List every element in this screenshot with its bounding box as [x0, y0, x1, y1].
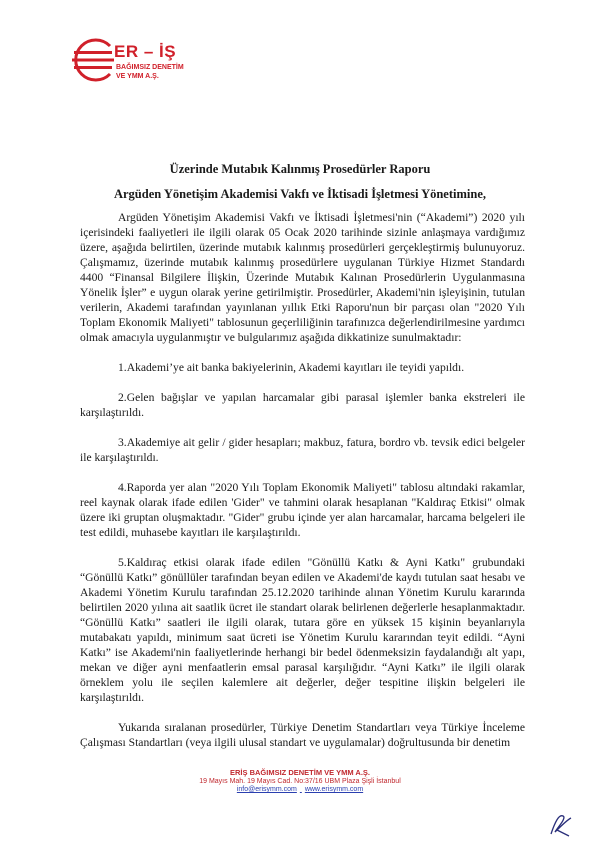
closing-paragraph: Yukarıda sıralanan prosedürler, Türkiye Denetim Standartları veya Türkiye İnceleme Çalışması Standartları (veya ilgili ulusal standart ve uygulamalar) doğrultusunda bir denetim [80, 721, 525, 749]
logo-emblem-icon [70, 38, 116, 82]
company-logo [70, 38, 220, 88]
logo-subtitle-2: VE YMM A.Ş. [116, 73, 159, 80]
procedure-item-4: 4.Raporda yer alan "2020 Yılı Toplam Ekonomik Maliyeti" tablosu altındaki rakamlar, reel kaynak olarak ifade edilen 'Gider" ve tahmini olarak hesaplanan "Kaldıraç Etkisi" olmak üzere iki gruptan oluşmaktadır. "Gider" grubu içinde yer alan harcamalar, harcama belgeleri ile test edildi, muhasebe kayıtları ile karşılaştırıldı. [80, 481, 525, 539]
footer-contacts [0, 786, 600, 793]
procedure-item-1: 1.Akademi’ye ait banka bakiyelerinin, Akademi kayıtları ile teyidi yapıldı. [118, 361, 465, 374]
signature-icon [545, 808, 577, 840]
intro-paragraph: Argüden Yönetişim Akademisi Vakfı ve İktisadi İşletmesi'nin (“Akademi”) 2020 yılı içerisindeki faaliyetleri ile ilgili olarak 05 Ocak 2020 tarihinde sizinle anlaşmaya vardığımız üzere, aşağıda belirtilen, üzerinde mutabık kalınmış prosedürleri gerçekleştirmiş bulunuyoruz. Çalışmamız, üzerinde mutabık kalınmış prosedürlere uygulanan Türkiye Hizmet Standardı 4400 “Finansal Bilgilere İlişkin, Üzerinde Mutabık Kalınan Prosedürlerin Uygulanmasına Yönelik İşler” e uygun olarak yerine getirilmiştir. Prosedürler, Akademi'nin işleyişinin, tutulan verilerin, Akademi tarafından yayınlanan yıllık Etki Raporu'nun bir parçası olan "2020 Yılı Toplam Ekonomik Maliyeti" tablosunun geçerliliğinin tarafınızca değerlendirilmesine yardımcı olmak amacıyla uygulanmıştır ve bulgularımız aşağıda dikkatinize sunulmaktadır: [80, 211, 525, 344]
footer-company: ERİŞ BAĞIMSIZ DENETİM VE YMM A.Ş. [229, 768, 370, 777]
procedure-item-3: 3.Akademiye ait gelir / gider hesapları; makbuz, fatura, bordro vb. tevsik edici belgeler ile karşılaştırıldı. [80, 436, 525, 464]
procedure-item-5: 5.Kaldıraç etkisi olarak ifade edilen "Gönüllü Katkı & Ayni Katkı" grubundaki “Gönüllü Katkı” gönüllüler tarafından beyan edilen ve Akademi'de kaydı tutulan saat hesabı ve Akademi Yönetim Kurulu tarafından 25.12.2020 tarihinde alınan Yönetim Kurulu kararında belirtilen 2020 yılına ait saatlik ücret ile standart olarak belirlenen değerlerle hesaplanmaktadır. “Gönüllü Katkı” saatleri ile ilgili olarak, tutara göre en yüksek 15 kişinin beyanlarıyla mutabakatı yapıldı, minimum saat ücreti ise Yönetim Kurulu kararından teyit edildi. “Ayni Katkı” ise Akademi'nin faaliyetlerinde herhangi bir bedel ödenmeksizin faydalandığı alt yapı, mekan ve diğer ayni menfaatlerin emsal parasal karşılığıdır. “Ayni Katkı” ile ilgili olarak örneklem yolu ile seçilen kalemlere ait değerler, değer tespitine ilişkin belgeleri ile karşılaştırıldı. [80, 556, 525, 704]
logo-brand-text: ER – İŞ [114, 42, 177, 61]
footer-email-link[interactable]: info@erisymm.com [236, 786, 297, 793]
logo-subtitle-1: BAĞIMSIZ DENETİM [116, 64, 184, 71]
salutation: Argüden Yönetişim Akademisi Vakfı ve İktisadi İşletmesi Yönetimine, [113, 187, 486, 201]
report-title: Üzerinde Mutabık Kalınmış Prosedürler Raporu [169, 162, 431, 176]
footer-website-link[interactable]: www.erisymm.com [304, 786, 364, 793]
footer-address: 19 Mayıs Mah. 19 Mayıs Cad. No:37/16 UBM Plaza Şişli İstanbul [199, 778, 401, 785]
page-footer [0, 768, 600, 793]
procedure-item-2: 2.Gelen bağışlar ve yapılan harcamalar gibi parasal işlemler banka ekstreleri ile karşılaştırıldı. [80, 391, 525, 419]
report-body [80, 210, 525, 765]
